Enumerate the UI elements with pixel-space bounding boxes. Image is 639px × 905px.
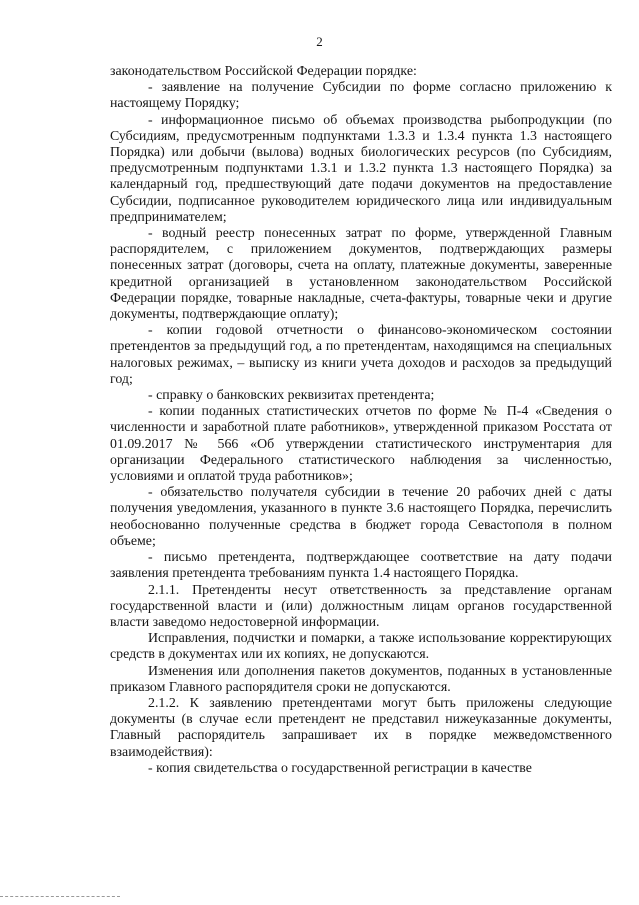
paragraph: - водный реестр понесенных затрат по форме, утвержденной Главным распорядителем, с приложением документов, подтверждающих размеры понесенных затрат (договоры, счета на оплату, платежные документы, заверенные кредитной организацией в установленном законодательством Российской Федерации порядке, товарные накладные, счета-фактуры, товарные чеки и другие документы, подтверждающие оплату); [110,226,612,323]
paragraph: - копия свидетельства о государственной регистрации в качестве [148,760,532,776]
paragraph: - копии годовой отчетности о финансово-экономическом состоянии претендентов за предыдущий год, а по претендентам, находящимся на специальных налоговых режимах, – выписку из книги учета доходов и расходов за предыдущий год; [110,323,612,387]
paragraph: - справку о банковских реквизитах претендента; [148,388,435,404]
paragraph: Исправления, подчистки и помарки, а также использование корректирующих средств в документах или их копиях, не допускаются. [110,631,612,663]
paragraph: - обязательство получателя субсидии в течение 20 рабочих дней с даты получения уведомления, указанного в пункте 3.6 настоящего Порядка, перечислить необоснованно полученные средства в бюджет города Севастополя в полном объеме; [110,485,612,549]
paragraph: 2.1.1. Претенденты несут ответственность за представление органам государственной власти и (или) должностным лицам органов государственной власти заведомо недостоверной информации. [110,582,612,630]
paragraph: - информационное письмо об объемах производства рыбопродукции (по Субсидиям, предусмотренным подпунктами 1.3.3 и 1.3.4 пункта 1.3 настоящего Порядка) или добычи (вылова) водных биологических ресурсов (по Субсидиям, предусмотренным подпунктами 1.3.1 и 1.3.2 пункта 1.3 настоящего Порядка) за календарный год, предшествующий дате подачи документов на предоставление Субсидии, подписанное руководителем юридического лица или индивидуальным предпринимателем; [110,112,612,225]
paragraph: Изменения или дополнения пакетов документов, поданных в установленные приказом Главного распорядителя сроки не допускаются. [110,663,612,695]
footer-divider [0,896,120,897]
paragraph: законодательством Российской Федерации порядке: [110,64,417,79]
paragraph: - копии поданных статистических отчетов по форме № П-4 «Сведения о численности и заработной плате работников», утвержденной приказом Росстата от 01.09.2017 № 566 «Об утверждении статистического инструментария для организации Федерального статистического наблюдения за численностью, условиями и оплатой труда работников»; [110,404,612,485]
paragraph: 2.1.2. К заявлению претендентами могут быть приложены следующие документы (в случае если претендент не представил нижеуказанные документы, Главный распорядитель запрашивает их в порядке межведомственного взаимодействия): [110,695,612,760]
document-body [110,64,612,777]
paragraph: - письмо претендента, подтверждающее соответствие на дату подачи заявления претендента требованиям пункта 1.4 настоящего Порядка. [110,550,612,582]
page-number: 2 [316,34,323,49]
paragraph: - заявление на получение Субсидии по форме согласно приложению к настоящему Порядку; [110,80,612,112]
